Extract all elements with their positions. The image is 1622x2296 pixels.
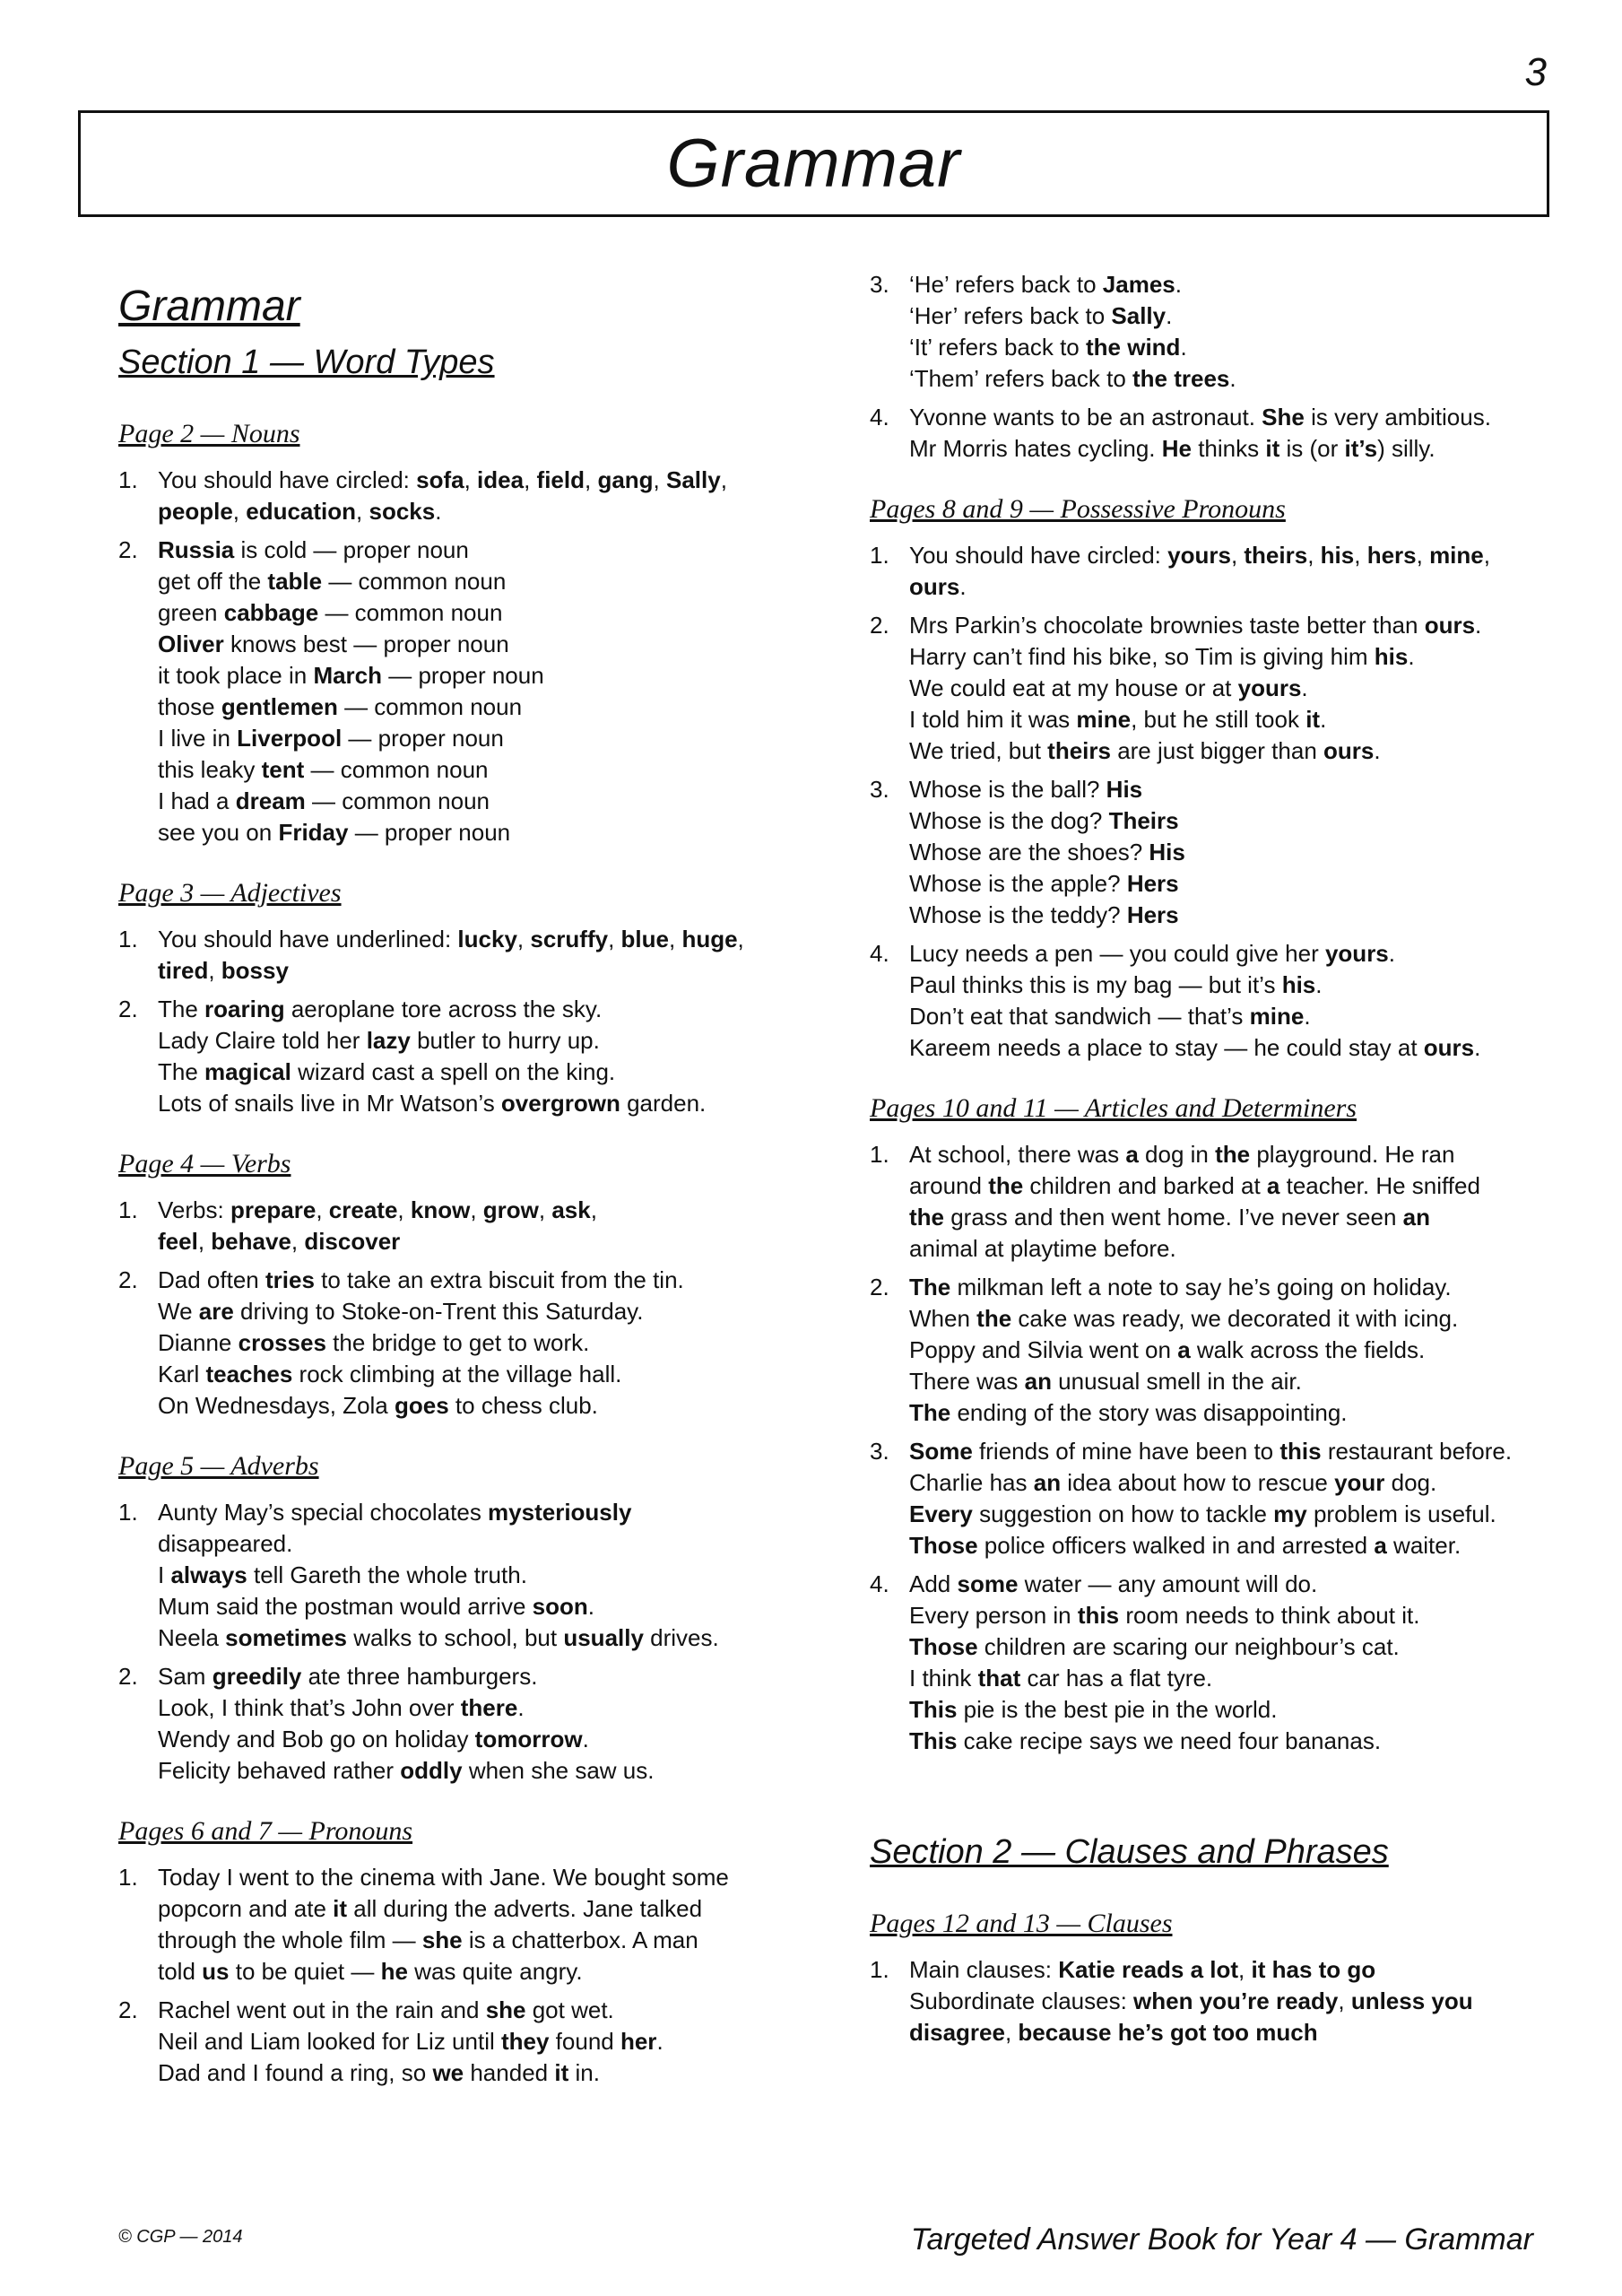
answer-text (158, 1265, 782, 1422)
answer-text (909, 540, 1560, 603)
answer-item: 2. Russia is cold — proper noun get off the table — common noun green cabbage — common noun Oliver knows best — proper noun it took place in March — proper noun those gentlemen — common noun I live in Liverpool — proper noun this leaky tent — common noun I had a dream — common noun see you on Friday — proper noun (118, 535, 782, 848)
answer-line: this leaky tent — common noun (158, 756, 489, 783)
answer-line: disagree, because he’s got too much (909, 2019, 1318, 2046)
answer-text (158, 994, 782, 1119)
answer-line: green cabbage — common noun (158, 599, 503, 626)
answer-item: 1. You should have circled: yours, theirs, his, hers, mine, ours. (870, 540, 1560, 603)
answer-item: 2. The milkman left a note to say he’s going on holiday. When the cake was ready, we decorated it with icing. Poppy and Silvia went on a walk across the fields. There was an unusual smell in the air. The ending of the story was disappointing. (870, 1272, 1560, 1429)
answer-line: You should have circled: yours, theirs, his, hers, mine, (909, 542, 1490, 569)
answer-text (909, 1436, 1560, 1561)
answer-line: Some friends of mine have been to this restaurant before. (909, 1438, 1513, 1465)
banner-title: Grammar (666, 126, 961, 202)
answer-line: ‘Them’ refers back to the trees. (909, 365, 1236, 392)
answer-line: Russia is cold — proper noun (158, 536, 469, 563)
page-number: 3 (1524, 50, 1547, 94)
answer-line: Aunty May’s special chocolates mysteriously (158, 1499, 632, 1526)
answer-line: I think that car has a flat tyre. (909, 1665, 1213, 1692)
answer-line: The roaring aeroplane tore across the sky. (158, 996, 603, 1022)
section-2-title: Section 2 — Clauses and Phrases (870, 1833, 1389, 1871)
answer-item: 2. Sam greedily ate three hamburgers. Look, I think that’s John over there. Wendy and Bob go on holiday tomorrow. Felicity behaved rather oddly when she saw us. (118, 1661, 782, 1787)
answer-text (909, 938, 1560, 1064)
answer-item: 2. Mrs Parkin’s chocolate brownies taste better than ours. Harry can’t find his bike, so Tim is giving him his. We could eat at my house or at yours. I told him it was mine, but he still took it. We tried, but theirs are just bigger than ours. (870, 610, 1560, 767)
answer-line: We tried, but theirs are just bigger than ours. (909, 737, 1381, 764)
answer-line: Add some water — any amount will do. (909, 1570, 1318, 1597)
nouns-heading: Page 2 — Nouns (118, 419, 300, 448)
answer-line: I told him it was mine, but he still took it. (909, 706, 1327, 733)
answer-line: This cake recipe says we need four bananas. (909, 1727, 1382, 1754)
articles-heading: Pages 10 and 11 — Articles and Determiners (870, 1093, 1357, 1123)
answer-line: There was an unusual smell in the air. (909, 1368, 1302, 1395)
answer-line: I always tell Gareth the whole truth. (158, 1561, 527, 1588)
answer-text (158, 1497, 782, 1654)
answer-text (909, 402, 1560, 465)
answer-line: popcorn and ate it all during the adverts. Jane talked (158, 1895, 703, 1922)
answer-line: I had a dream — common noun (158, 787, 490, 814)
answer-line: Sam greedily ate three hamburgers. (158, 1663, 538, 1690)
answer-line: We are driving to Stoke-on-Trent this Saturday. (158, 1298, 644, 1325)
answer-item: 3. Whose is the ball? His Whose is the dog? Theirs Whose are the shoes? His Whose is the apple? Hers Whose is the teddy? Hers (870, 774, 1560, 931)
answer-line: Dad often tries to take an extra biscuit from the tin. (158, 1266, 684, 1293)
answer-text (909, 1954, 1560, 2048)
answer-line: Don’t eat that sandwich — that’s mine. (909, 1003, 1311, 1030)
answer-line: I live in Liverpool — proper noun (158, 725, 504, 752)
right-column (870, 269, 1560, 2056)
answer-text (909, 1272, 1560, 1429)
answer-line: Mum said the postman would arrive soon. (158, 1593, 594, 1620)
answer-item: 1. You should have circled: sofa, idea, field, gang, Sally, people, education, socks. (118, 465, 782, 527)
answer-line: Lady Claire told her lazy butler to hurry up. (158, 1027, 600, 1054)
answer-line: Lots of snails live in Mr Watson’s overgrown garden. (158, 1090, 707, 1117)
grammar-heading: Grammar (118, 283, 300, 330)
pronouns-heading: Pages 6 and 7 — Pronouns (118, 1816, 413, 1846)
answer-line: ours. (909, 573, 967, 600)
answer-line: Whose is the ball? His (909, 776, 1143, 803)
answer-line: Look, I think that’s John over there. (158, 1694, 525, 1721)
adjectives-answers (118, 924, 782, 1119)
answer-line: Those police officers walked in and arrested a waiter. (909, 1532, 1462, 1559)
answer-text (909, 1139, 1560, 1265)
answer-item: 4. Lucy needs a pen — you could give her yours. Paul thinks this is my bag — but it’s his. Don’t eat that sandwich — that’s mine. Kareem needs a place to stay — he could stay at ours. (870, 938, 1560, 1064)
answer-item: 2. Rachel went out in the rain and she got wet. Neil and Liam looked for Liz until they found her. Dad and I found a ring, so we handed it in. (118, 1995, 782, 2089)
answer-line: Wendy and Bob go on holiday tomorrow. (158, 1726, 589, 1752)
answer-text (158, 924, 782, 987)
answer-text (158, 535, 782, 848)
clauses-heading: Pages 12 and 13 — Clauses (870, 1909, 1173, 1938)
answer-line: The milkman left a note to say he’s going on holiday. (909, 1274, 1452, 1300)
answer-text (909, 269, 1560, 395)
answer-line: feel, behave, discover (158, 1228, 401, 1255)
answer-item: 2. Dad often tries to take an extra biscuit from the tin. We are driving to Stoke-on-Trent this Saturday. Dianne crosses the bridge to get to work. Karl teaches rock climbing at the village hall. On Wednesdays, Zola goes to chess club. (118, 1265, 782, 1422)
answer-line: Mrs Parkin’s chocolate brownies taste better than ours. (909, 612, 1482, 639)
answer-line: disappeared. (158, 1530, 293, 1557)
answer-line: On Wednesdays, Zola goes to chess club. (158, 1392, 598, 1419)
answer-line: Karl teaches rock climbing at the village hall. (158, 1361, 622, 1387)
answer-line: Whose is the teddy? Hers (909, 901, 1179, 928)
answer-line: The ending of the story was disappointing. (909, 1399, 1348, 1426)
answer-line: Dianne crosses the bridge to get to work. (158, 1329, 590, 1356)
answer-item: 2. The roaring aeroplane tore across the sky. Lady Claire told her lazy butler to hurry up. The magical wizard cast a spell on the king. Lots of snails live in Mr Watson’s overgrown garden. (118, 994, 782, 1119)
answer-line: Dad and I found a ring, so we handed it in. (158, 2059, 600, 2086)
answer-item: 1. Today I went to the cinema with Jane. We bought some popcorn and ate it all during the adverts. Jane talked through the whole film — she is a chatterbox. A man told us to be quiet — he was quite angry. (118, 1862, 782, 1987)
answer-line: Oliver knows best — proper noun (158, 631, 509, 657)
answer-text (158, 1995, 782, 2089)
possessive-pronouns-heading: Pages 8 and 9 — Possessive Pronouns (870, 494, 1286, 524)
articles-answers (870, 1139, 1560, 1757)
adjectives-heading: Page 3 — Adjectives (118, 878, 342, 908)
answer-text (909, 610, 1560, 767)
answer-line: through the whole film — she is a chatterbox. A man (158, 1926, 698, 1953)
answer-line: Neela sometimes walks to school, but usually drives. (158, 1624, 719, 1651)
answer-line: get off the table — common noun (158, 568, 507, 595)
title-banner (78, 110, 1549, 217)
answer-line: Charlie has an idea about how to rescue your dog. (909, 1469, 1437, 1496)
answer-line: ‘It’ refers back to the wind. (909, 334, 1187, 361)
verbs-answers (118, 1195, 782, 1422)
answer-text (909, 774, 1560, 931)
answer-item: 1. You should have underlined: lucky, scruffy, blue, huge, tired, bossy (118, 924, 782, 987)
answer-line: it took place in March — proper noun (158, 662, 544, 689)
answer-text (158, 465, 782, 527)
answer-line: You should have underlined: lucky, scruffy, blue, huge, (158, 926, 744, 952)
section-1-title: Section 1 — Word Types (118, 344, 495, 381)
answer-line: Whose are the shoes? His (909, 839, 1185, 865)
adverbs-heading: Page 5 — Adverbs (118, 1451, 319, 1481)
footer-title: Targeted Answer Book for Year 4 — Grammar (910, 2222, 1533, 2257)
answer-line: Subordinate clauses: when you’re ready, unless you (909, 1987, 1473, 2014)
answer-item: 1. Main clauses: Katie reads a lot, it has to go Subordinate clauses: when you’re ready, unless you disagree, because he’s got too much (870, 1954, 1560, 2048)
answer-line: see you on Friday — proper noun (158, 819, 511, 846)
answer-item: 4. Yvonne wants to be an astronaut. She is very ambitious. Mr Morris hates cycling. He thinks it is (or it’s) silly. (870, 402, 1560, 465)
verbs-heading: Page 4 — Verbs (118, 1149, 291, 1178)
answer-line: This pie is the best pie in the world. (909, 1696, 1278, 1723)
left-column (118, 280, 782, 2096)
answer-line: ‘Her’ refers back to Sally. (909, 302, 1173, 329)
pronouns-answers-continued (870, 269, 1560, 465)
answer-text (158, 1862, 782, 1987)
answer-line: Today I went to the cinema with Jane. We bought some (158, 1864, 729, 1891)
answer-line: Lucy needs a pen — you could give her yours. (909, 940, 1396, 967)
answer-line: Those children are scaring our neighbour’s cat. (909, 1633, 1400, 1660)
answer-line: animal at playtime before. (909, 1235, 1176, 1262)
answer-item: 1. Verbs: prepare, create, know, grow, ask, feel, behave, discover (118, 1195, 782, 1257)
answer-text (158, 1195, 782, 1257)
answer-line: The magical wizard cast a spell on the king. (158, 1058, 616, 1085)
answer-line: around the children and barked at a teacher. He sniffed (909, 1172, 1480, 1199)
answer-line: tired, bossy (158, 957, 289, 984)
answer-item: 4. Add some water — any amount will do. Every person in this room needs to think about it. Those children are scaring our neighbour’s cat. I think that car has a flat tyre. This pie is the best pie in the world. This cake recipe says we need four bananas. (870, 1569, 1560, 1757)
answer-line: Every suggestion on how to tackle my problem is useful. (909, 1500, 1496, 1527)
pronouns-answers (118, 1862, 782, 2089)
answer-line: Yvonne wants to be an astronaut. She is very ambitious. (909, 404, 1491, 430)
answer-text (909, 1569, 1560, 1757)
answer-line: told us to be quiet — he was quite angry. (158, 1958, 583, 1985)
answer-line: Every person in this room needs to think about it. (909, 1602, 1420, 1629)
answer-line: those gentlemen — common noun (158, 693, 523, 720)
answer-item: 3. ‘He’ refers back to James. ‘Her’ refers back to Sally. ‘It’ refers back to the wind. ‘Them’ refers back to the trees. (870, 269, 1560, 395)
nouns-answers (118, 465, 782, 848)
answer-item: 1. At school, there was a dog in the playground. He ran around the children and barked at a teacher. He sniffed the grass and then went home. I’ve never seen an animal at playtime before. (870, 1139, 1560, 1265)
answer-line: Paul thinks this is my bag — but it’s his. (909, 971, 1323, 998)
answer-line: Mr Morris hates cycling. He thinks it is (or it’s) silly. (909, 435, 1436, 462)
answer-item: 3. Some friends of mine have been to this restaurant before. Charlie has an idea about how to rescue your dog. Every suggestion on how to tackle my problem is useful. Those police officers walked in and arrested a waiter. (870, 1436, 1560, 1561)
answer-line: Felicity behaved rather oddly when she saw us. (158, 1757, 655, 1784)
answer-line: Main clauses: Katie reads a lot, it has to go (909, 1956, 1376, 1983)
answer-line: people, education, socks. (158, 498, 442, 525)
answer-text (158, 1661, 782, 1787)
answer-line: Kareem needs a place to stay — he could stay at ours. (909, 1034, 1481, 1061)
answer-line: You should have circled: sofa, idea, field, gang, Sally, (158, 466, 727, 493)
answer-line: Verbs: prepare, create, know, grow, ask, (158, 1196, 597, 1223)
answer-line: ‘He’ refers back to James. (909, 271, 1182, 298)
adverbs-answers (118, 1497, 782, 1787)
answer-line: Harry can’t find his bike, so Tim is giving him his. (909, 643, 1415, 670)
clauses-answers (870, 1954, 1560, 2048)
answer-line: the grass and then went home. I’ve never seen an (909, 1204, 1430, 1231)
answer-line: When the cake was ready, we decorated it with icing. (909, 1305, 1459, 1332)
answer-item: 1. Aunty May’s special chocolates mysteriously disappeared. I always tell Gareth the whole truth. Mum said the postman would arrive soon. Neela sometimes walks to school, but usually drives. (118, 1497, 782, 1654)
answer-line: Rachel went out in the rain and she got wet. (158, 1996, 614, 2023)
answer-line: At school, there was a dog in the playground. He ran (909, 1141, 1455, 1168)
answer-line: Neil and Liam looked for Liz until they found her. (158, 2028, 664, 2055)
copyright: © CGP — 2014 (118, 2227, 243, 2247)
possessive-pronouns-answers (870, 540, 1560, 1064)
answer-line: Whose is the dog? Theirs (909, 807, 1179, 834)
answer-line: Poppy and Silvia went on a walk across the fields. (909, 1336, 1426, 1363)
answer-line: We could eat at my house or at yours. (909, 674, 1308, 701)
answer-line: Whose is the apple? Hers (909, 870, 1179, 897)
